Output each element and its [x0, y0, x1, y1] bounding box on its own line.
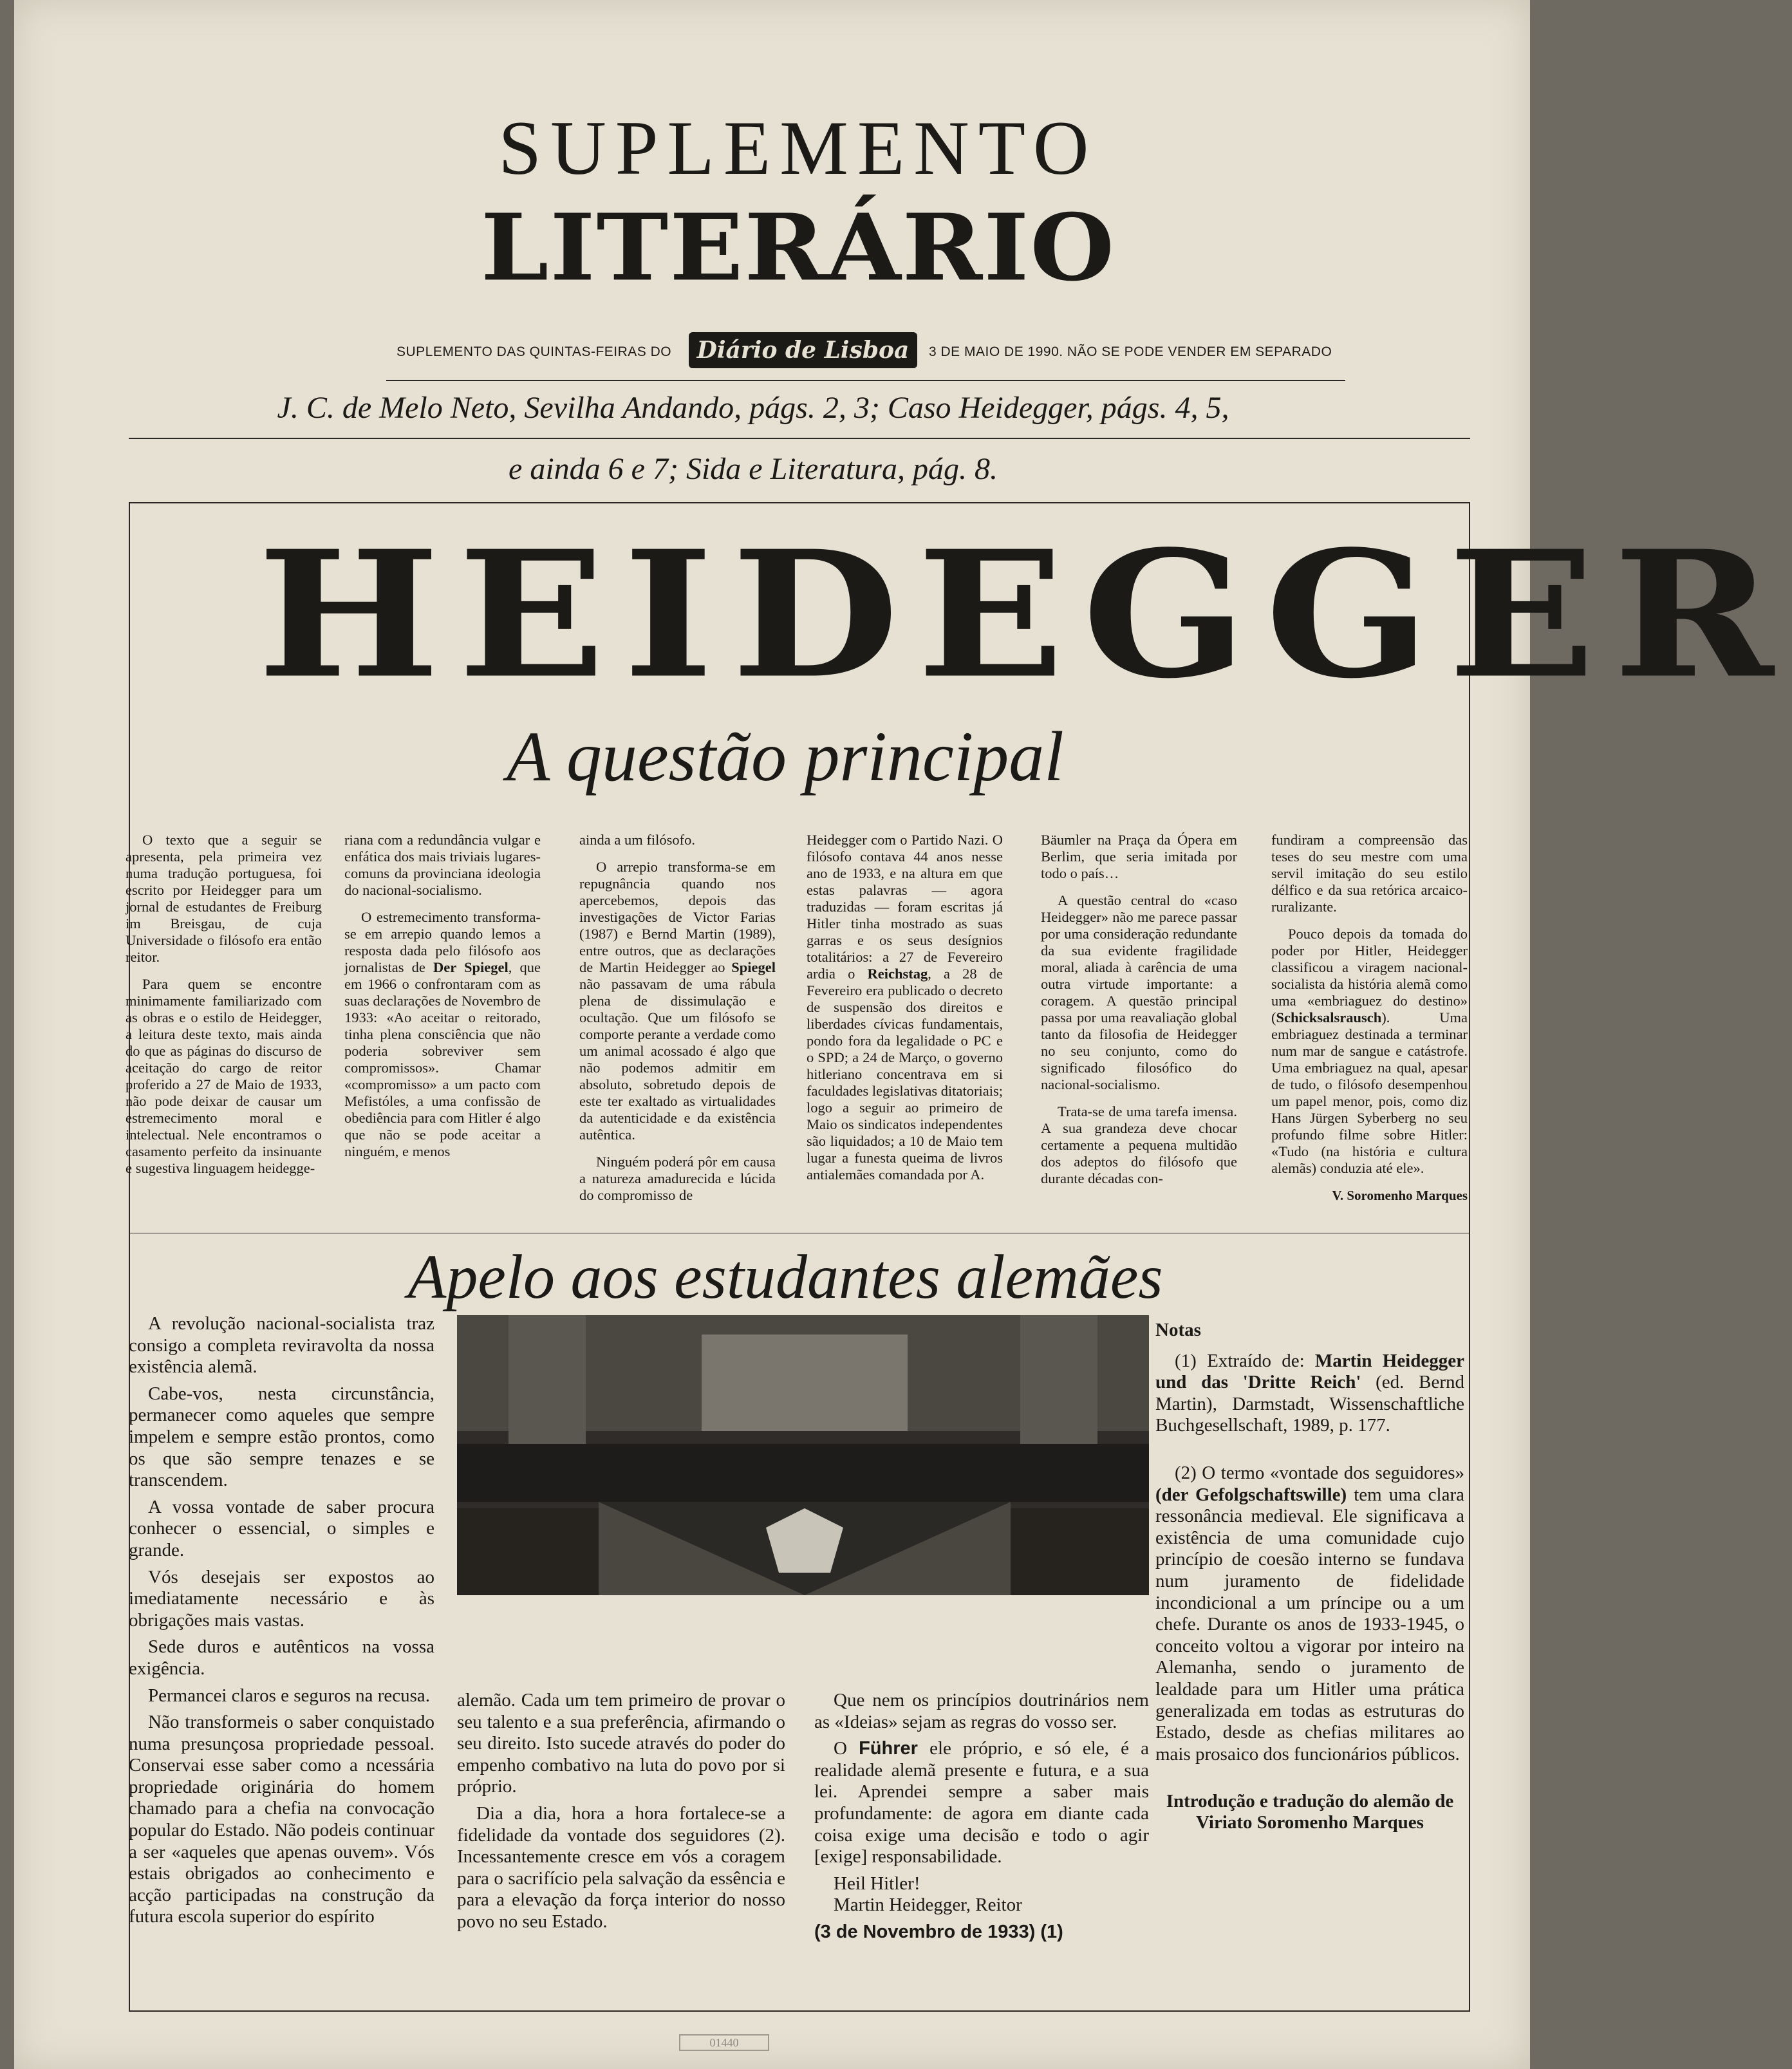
article1-col-4 [807, 832, 1003, 1194]
paragraph [807, 832, 1003, 1183]
paragraph: O texto que a seguir se apresenta, pela primeira vez numa tradução portuguesa, foi escrito por Heidegger para um jornal de estudantes de Freiburg im Breisgau, de cuja Universidade o filósofo era então reitor. [126, 832, 322, 965]
paragraph: A vossa vontade de saber procura conhecer o essencial, o simples e grande. [129, 1496, 434, 1560]
article1-col-2 [344, 832, 541, 1170]
paragraph: Para quem se encontre minimamente familiarizado com as obras e o estilo de Heidegger, a leitura deste texto, mais ainda do que as páginas do discurso de aceitação do cargo de reitor proferido a 27 de Maio de 1933, não pode deixar de causar um estremecimento moral e intelectual. Nele encontramos o casamento perfeito da insinuante e sugestiva linguagem heidegge- [126, 976, 322, 1176]
text: O [834, 1738, 859, 1759]
text: (der Gefolgschaftswille) [1155, 1484, 1347, 1505]
closing-salute: Heil Hitler! [834, 1873, 920, 1894]
article2-col-2 [457, 1690, 785, 1938]
notes-title: Notas [1155, 1320, 1201, 1340]
masthead-top: SUPLEMENTO [498, 105, 1098, 191]
article2-title: Apelo aos estudantes alemães [407, 1242, 1163, 1312]
article1-col-5 [1041, 832, 1237, 1197]
text: Pouco depois da tomada do poder por Hitler, Heidegger classificou a viragem nacional-socialista da história alemã como uma «embriaguez do destino» ( [1271, 926, 1468, 1025]
text: Martin Heidegger und das 'Dritte Reich' [1155, 1350, 1464, 1393]
paragraph: Cabe-vos, nesta circunstância, permanecer como aqueles que sempre impelem e sempre estão prontos, como os que são sempre tenazes e se transcendem. [129, 1383, 434, 1491]
closing-author: Martin Heidegger, Reitor [834, 1895, 1022, 1916]
paragraph: Sede duros e autênticos na vossa exigência. [129, 1636, 434, 1679]
paragraph: Dia a dia, hora a hora fortalece-se a fidelidade da vontade dos seguidores (2). Incessantemente cresce em vós a coragem para o sacrifício pela salvação da essência e para a elevação da força interior do nosso povo no seu Estado. [457, 1802, 785, 1932]
archive-stamp: 01440 [679, 2034, 769, 2051]
closing-date: (3 de Novembro de 1933) (1) [814, 1921, 1063, 1942]
paragraph [814, 1738, 1149, 1868]
paragraph: Ninguém poderá pôr em causa a natureza amadurecida e lúcida do compromisso de [579, 1154, 776, 1203]
text: (2) O termo «vontade dos seguidores» [1175, 1462, 1464, 1483]
paragraph: Bäumler na Praça da Ópera em Berlim, que seria imitada por todo o país… [1041, 832, 1237, 881]
paragraph: A revolução nacional-socialista traz consigo a completa reviravolta da nossa existência alemã. [129, 1313, 434, 1378]
text: tem uma clara ressonância medieval. Ele significava a existência de uma comunidade cujo princípio de coesão interno se fundava num juramento de fidelidade incondicional a um príncipe ou a um chefe. Durante os anos de 1933-1945, o conceito voltou a vigorar por inteiro na Alemanha, sendo o juramento de lealdade para um Hitler uma prática generalizada em todas as estruturas do Estado, desde as chefias militares ao mais prosaico dos funcionários públicos. [1155, 1484, 1464, 1765]
text: Der Spiegel [433, 959, 509, 975]
headline-title: HEIDEGGER [257, 512, 1792, 717]
text: Schicksalsrausch [1276, 1009, 1382, 1025]
text: ). Uma embriaguez destinada a terminar num mar de sangue e catástrofe. Uma embriaguez na qual, apesar de tudo, o filósofo desempenhou um papel menor, pois, como diz Hans Jürgen Syberberg no seu profundo filme sobre Hitler: «Tudo (na história e cultura alemãs) conduzia até ele». [1271, 1009, 1468, 1176]
text: não passavam de uma rábula plena de dissimulação e ocultação. Que um filósofo se comporte perante a verdade como um animal acossado é algo que não podemos admitir em absoluto, sobretudo depois de este ter exaltado as virtualidades da autenticidade e da existência autêntica. [579, 976, 776, 1143]
contents-line-2: e ainda 6 e 7; Sida e Literatura, pág. 8. [509, 452, 998, 486]
text: Heidegger com o Partido Nazi. O filósofo contava 44 anos nesse ano de 1933, e na altura em que estas palavras — agora traduzidas — foram escritas já Hitler tinha mostrado as suas garras e os seus desígnios totalitários: a 27 de Fevereiro ardia o [807, 832, 1003, 982]
paragraph [579, 859, 776, 1143]
paragraph: riana com a redundância vulgar e enfática dos mais triviais lugares-comuns da provinciana ideologia do nacional-socialismo. [344, 832, 541, 898]
paragraph: fundiram a compreensão das teses do seu mestre com uma servil imitação do seu estilo délfico e da sua retórica arcaico-ruralizante. [1271, 832, 1468, 915]
paragraph: ainda a um filósofo. [579, 832, 695, 848]
note-2 [1155, 1463, 1464, 1765]
text: , que em 1966 o confrontaram com as suas declarações de Novembro de 1933: «Ao aceitar o reitorado, tinha plena consciência que não poderia sobreviver sem compromissos». Chamar «compromisso» a um pacto com Mefistóles, a uma confissão de obediência para com Hitler é algo que não se pode aceitar a ninguém, e menos [344, 959, 541, 1159]
paragraph [344, 909, 541, 1160]
article2-col-3 [814, 1690, 1149, 1949]
paragraph: Trata-se de uma tarefa imensa. A sua grandeza deve chocar certamente a pequena multidão dos adeptos do filósofo que durante décadas con- [1041, 1103, 1237, 1186]
text: (ed. Bernd Martin), Darmstadt, Wissenschaftliche Buchgesellschaft, 1989, p. 177. [1155, 1372, 1465, 1436]
masthead-rule [386, 380, 1345, 381]
article1-col-1 [126, 832, 322, 1187]
text: Reichstag [867, 966, 928, 982]
paragraph: A questão central do «caso Heidegger» não me parece passar por uma consideração redundante da sua evidente fragilidade moral, aliada à carência de uma outra virtude importante: a coragem. A questão principal passa por uma reavaliação global tanto da filosofia de Heidegger no seu conjunto, como do significado filosófico do nacional-socialismo. [1041, 892, 1237, 1092]
paragraph: alemão. Cada um tem primeiro de provar o seu talento e a sua preferência, afirmando o seu direito. Isto sucede através do poder do empenho combativo na luta do povo por si próprio. [457, 1690, 785, 1797]
article2-col-1 [129, 1313, 434, 1933]
paragraph: Não transformeis o saber conquistado numa presunçosa propriedade pessoal. Conservai esse saber como a ncessária propriedade originária do homem chamado para a chefia na convocação popular do Estado. Não podeis continuar a ser «aqueles que apenas ouvem». Vós estais obrigados ao conhecimento e acção participadas na construção da futura escola superior do espírito [129, 1712, 434, 1927]
contents-line-1: J. C. de Melo Neto, Sevilha Andando, págs. 2, 3; Caso Heidegger, págs. 4, 5, [277, 391, 1229, 425]
article1-signature: V. Soromenho Marques [1332, 1188, 1468, 1203]
masthead-title: LITERÁRIO [480, 194, 1116, 302]
notes-column [1155, 1320, 1464, 1833]
headline-subtitle: A questão principal [507, 717, 1064, 796]
masthead-sub-right: 3 DE MAIO DE 1990. NÃO SE PODE VENDER EM SEPARADO [929, 344, 1332, 359]
text: Spiegel [731, 959, 776, 975]
diario-de-lisboa-logo: Diário de Lisboa [689, 332, 917, 368]
text: , a 28 de Fevereiro era publicado o decreto de suspensão dos direitos e liberdades cívicas fundamentais, pondo fora da legalidade o PC e o SPD; a 24 de Março, o governo hitleriano concentrava em si faculdades legislativas ditatoriais; logo a seguir ao primeiro de Maio os sindicatos independentes são liquidados; a 10 de Maio tem lugar a funesta queima de livros antialemães comandada por A. [807, 966, 1003, 1183]
translation-credit: Introdução e tradução do alemão de Viriato Soromenho Marques [1166, 1791, 1454, 1833]
ceremony-photo [457, 1315, 1149, 1595]
masthead-sub-left: SUPLEMENTO DAS QUINTAS-FEIRAS DO [397, 344, 672, 359]
text: ele próprio, e só ele, é a realidade alemã presente e futura, e a sua lei. Aprendei sempre a saber mais profundamente: de agora em diante cada coisa exige uma decisão e todo o agir [exige] responsabilidade. [814, 1738, 1149, 1868]
paragraph: Vós desejais ser expostos ao imediatamente necessário e às obrigações mais vastas. [129, 1566, 434, 1631]
text: Führer [859, 1738, 918, 1759]
note-1 [1155, 1351, 1464, 1437]
text: O arrepio transforma-se em repugnância quando nos apercebemos, depois das investigações de Victor Farias (1987) e Bernd Martin (1989), entre outros, que as declarações de Martin Heidegger ao [579, 859, 776, 975]
article1-col-3 [579, 832, 776, 1214]
contents-rule [129, 438, 1470, 439]
paragraph: Permancei claros e seguros na recusa. [148, 1685, 431, 1706]
paragraph [1271, 926, 1468, 1177]
paragraph: Que nem os princípios doutrinários nem as «Ideias» sejam as regras do vosso ser. [814, 1690, 1149, 1732]
text: (1) Extraído de: [1175, 1350, 1315, 1371]
article1-col-6 [1271, 832, 1468, 1204]
text: O estremecimento transforma-se em arrepio quando lemos a resposta dada pelo filósofo aos jornalistas de [344, 909, 541, 975]
